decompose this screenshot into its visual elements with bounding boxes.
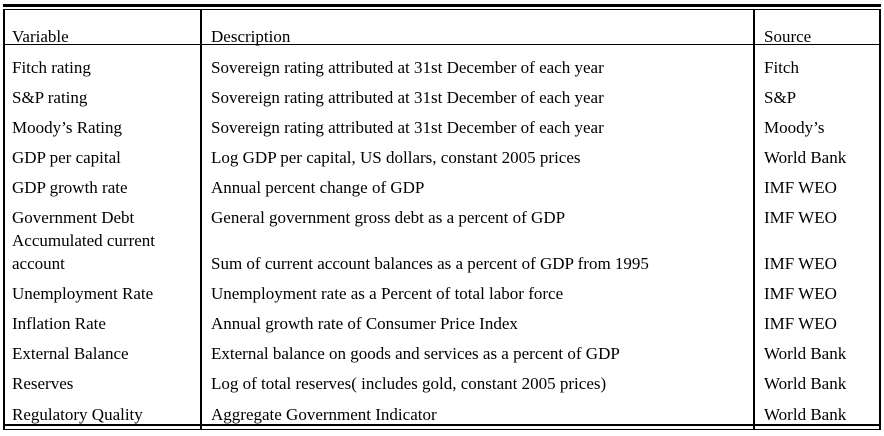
cell-source: World Bank xyxy=(764,374,847,393)
cell-source: IMF WEO xyxy=(764,314,837,333)
cell-source: S&P xyxy=(764,88,797,107)
column-divider xyxy=(3,45,5,429)
cell-description: Log GDP per capital, US dollars, constant 2005 prices xyxy=(211,148,581,167)
cell-variable: GDP per capital xyxy=(12,148,121,167)
table-header xyxy=(3,10,881,45)
cell-source: World Bank xyxy=(764,405,847,424)
cell-description: Sovereign rating attributed at 31st December of each year xyxy=(211,88,604,107)
column-divider xyxy=(753,45,755,429)
column-divider xyxy=(3,10,5,44)
cell-source: Moody’s xyxy=(764,118,825,137)
column-divider xyxy=(879,45,881,429)
cell-variable: Moody’s Rating xyxy=(12,118,123,137)
table-body xyxy=(3,45,881,429)
cell-variable-line2: account xyxy=(12,254,65,273)
column-divider xyxy=(200,45,202,429)
cell-description: Sum of current account balances as a percent of GDP from 1995 xyxy=(211,254,649,273)
cell-variable-line1: Accumulated current xyxy=(12,231,156,250)
header-source: Source xyxy=(764,27,812,46)
cell-description: Annual growth rate of Consumer Price Index xyxy=(211,314,518,333)
cell-description: Unemployment rate as a Percent of total labor force xyxy=(211,284,564,303)
cell-source: World Bank xyxy=(764,344,847,363)
cell-variable: Regulatory Quality xyxy=(12,405,143,424)
cell-source: Fitch xyxy=(764,58,799,77)
cell-source: World Bank xyxy=(764,148,847,167)
cell-variable: S&P rating xyxy=(12,88,88,107)
cell-description: Aggregate Government Indicator xyxy=(211,405,437,424)
cell-variable: Unemployment Rate xyxy=(12,284,154,303)
header-description: Description xyxy=(211,27,291,46)
cell-variable: GDP growth rate xyxy=(12,178,128,197)
cell-variable: Inflation Rate xyxy=(12,314,106,333)
cell-description: General government gross debt as a percent of GDP xyxy=(211,208,566,227)
column-divider xyxy=(879,10,881,44)
cell-variable: External Balance xyxy=(12,344,129,363)
column-divider xyxy=(753,10,755,44)
cell-variable: Government Debt xyxy=(12,208,135,227)
cell-description: Sovereign rating attributed at 31st December of each year xyxy=(211,118,604,137)
cell-description: Log of total reserves( includes gold, constant 2005 prices) xyxy=(211,374,607,393)
cell-variable: Fitch rating xyxy=(12,58,91,77)
cell-source: IMF WEO xyxy=(764,178,837,197)
cell-source: IMF WEO xyxy=(764,208,837,227)
bottom-rule xyxy=(3,424,881,430)
cell-description: Annual percent change of GDP xyxy=(211,178,425,197)
header-variable: Variable xyxy=(12,27,69,46)
cell-source: IMF WEO xyxy=(764,284,837,303)
column-divider xyxy=(200,10,202,44)
cell-source: IMF WEO xyxy=(764,254,837,273)
cell-description: External balance on goods and services as a percent of GDP xyxy=(211,344,620,363)
cell-variable: Reserves xyxy=(12,374,74,393)
cell-description: Sovereign rating attributed at 31st December of each year xyxy=(211,58,604,77)
variables-table xyxy=(3,4,881,429)
